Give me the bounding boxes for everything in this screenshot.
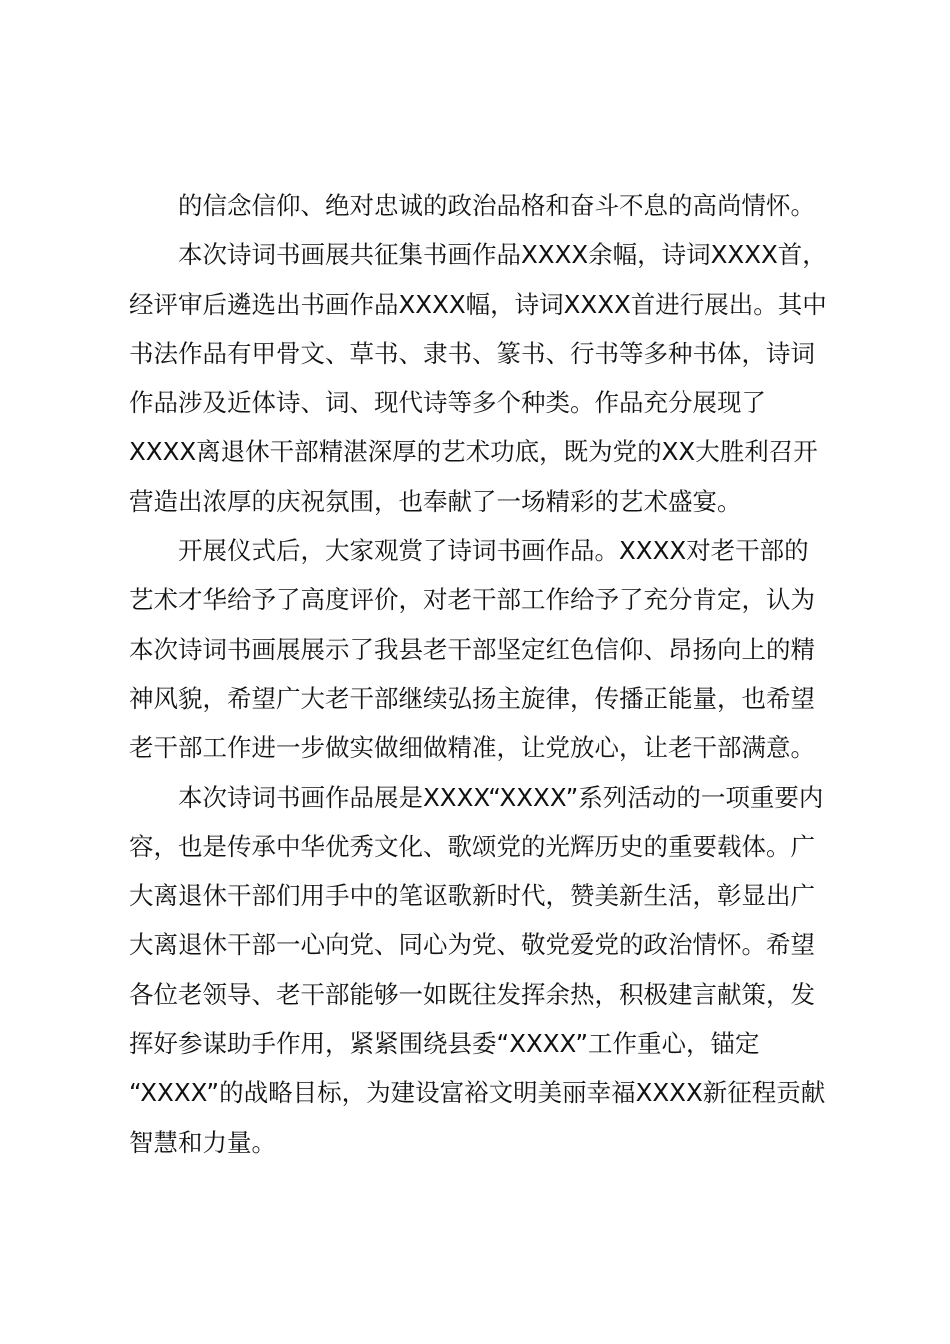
- text-line: 本次诗词书画展展示了我县老干部坚定红色信仰、昂扬向上的精: [129, 634, 815, 664]
- text-line: 容，也是传承中华优秀文化、歌颂党的光辉历史的重要载体。广: [129, 831, 815, 861]
- text-line: 的信念信仰、绝对忠诚的政治品格和奋斗不息的高尚情怀。: [178, 191, 815, 220]
- text-line: 艺术才华给予了高度评价，对老干部工作给予了充分肯定，认为: [129, 585, 815, 615]
- text-line: 智慧和力量。: [129, 1127, 276, 1157]
- text-line: XXXX离退休干部精湛深厚的艺术功底，既为党的XX大胜利召开: [129, 437, 818, 467]
- text-line: 老干部工作进一步做实做细做精准，让党放心，让老干部满意。: [129, 733, 815, 763]
- text-line: 神风貌，希望广大老干部继续弘扬主旋律，传播正能量，也希望: [129, 683, 815, 713]
- text-line: 书法作品有甲骨文、草书、隶书、篆书、行书等多种书体，诗词: [129, 338, 815, 368]
- body-text: [129, 181, 857, 1167]
- text-line: 经评审后遴选出书画作品XXXX幅，诗词XXXX首进行展出。其中: [129, 289, 827, 319]
- paragraph-start-line: 本次诗词书画作品展是XXXX“XXXX”系列活动的一项重要内: [178, 782, 824, 812]
- text-line: 营造出浓厚的庆祝氛围，也奉献了一场精彩的艺术盛宴。: [129, 486, 742, 516]
- paragraph-start-line: 本次诗词书画展共征集书画作品XXXX余幅，诗词XXXX首，: [178, 240, 827, 270]
- text-line: 大离退休干部一心向党、同心为党、敬党爱党的政治情怀。希望: [129, 930, 815, 960]
- text-line: “XXXX”的战略目标，为建设富裕文明美丽幸福XXXX新征程贡献: [129, 1078, 826, 1108]
- paragraph-start-line: 开展仪式后，大家观赏了诗词书画作品。XXXX对老干部的: [178, 536, 809, 566]
- text-line: 挥好参谋助手作用，紧紧围绕县委“XXXX”工作重心，锚定: [129, 1029, 760, 1059]
- text-line: 作品涉及近体诗、词、现代诗等多个种类。作品充分展现了: [129, 388, 766, 418]
- text-line: 各位老领导、老干部能够一如既往发挥余热，积极建言献策，发: [129, 979, 815, 1009]
- text-line: 大离退休干部们用手中的笔讴歌新时代，赞美新生活，彰显出广: [129, 881, 815, 911]
